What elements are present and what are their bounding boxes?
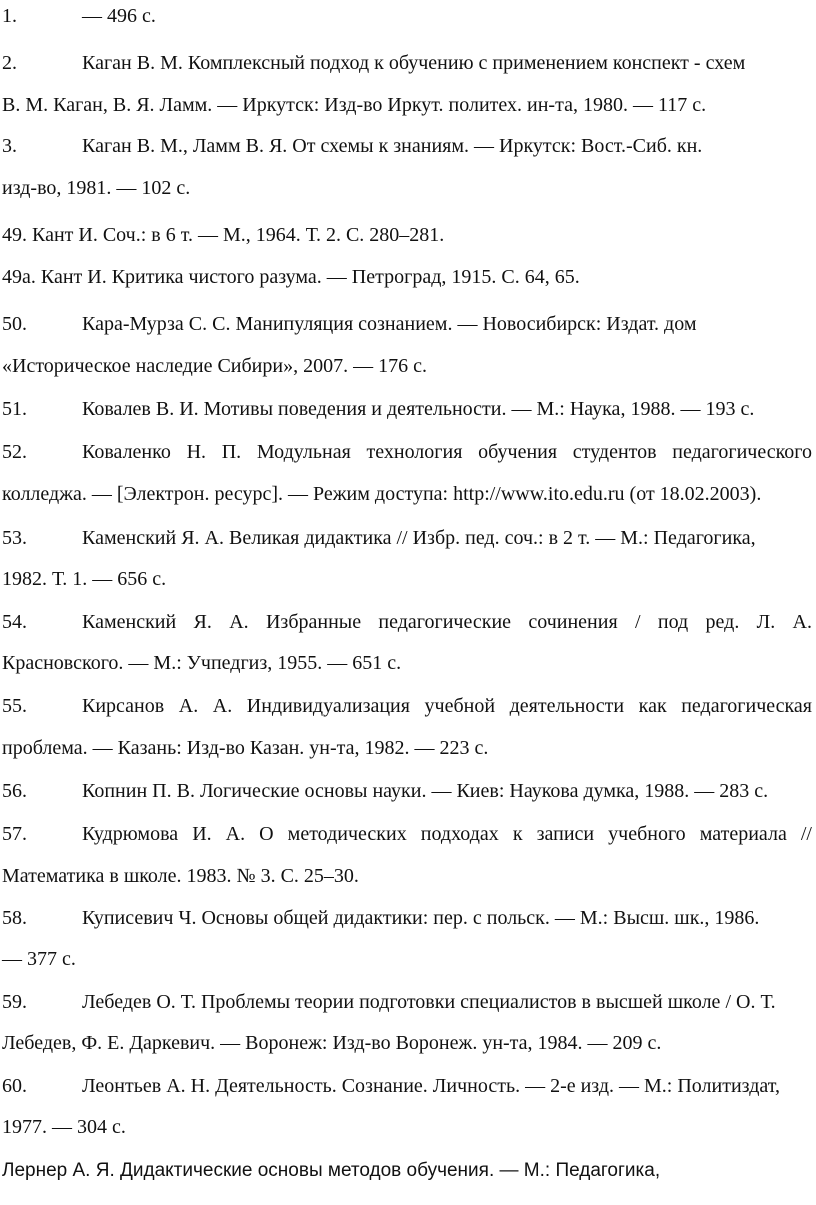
reference-line — [2, 176, 190, 200]
reference-line — [2, 906, 812, 930]
reference-line — [2, 312, 697, 336]
reference-line — [2, 440, 812, 464]
reference-text: Леонтьев А. Н. Деятельность. Сознание. Личность. — 2-е изд. — М.: Политиздат, — [82, 1075, 780, 1097]
reference-number: 2. — [2, 52, 17, 74]
reference-text: Каменский Я. А. Избранные педагогические сочинения / под ред. Л. А. — [82, 611, 812, 633]
reference-text: Красновского. — М.: Учпедгиз, 1955. — 651 с. — [2, 652, 402, 674]
reference-text: Лебедев, Ф. Е. Даркевич. — Воронеж: Изд-во Воронеж. ун-та, 1984. — 209 с. — [2, 1032, 662, 1054]
reference-line — [2, 93, 812, 117]
reference-text: 1977. — 304 с. — [2, 1116, 126, 1138]
reference-number: 54. — [2, 611, 27, 633]
reference-text: 49. Кант И. Соч.: в 6 т. — М., 1964. Т. 2. С. 280–281. — [2, 224, 445, 246]
reference-text: Ковалев В. И. Мотивы поведения и деятельности. — М.: Наука, 1988. — 193 с. — [82, 398, 755, 420]
reference-number: 58. — [2, 907, 27, 929]
reference-line — [2, 4, 156, 28]
reference-line — [2, 822, 812, 846]
reference-text: проблема. — Казань: Изд-во Казан. ун-та, 1982. — 223 с. — [2, 737, 489, 759]
reference-text: Лернер А. Я. Дидактические основы методов обучения. — М.: Педагогика, — [2, 1160, 661, 1181]
reference-number: 50. — [2, 313, 27, 335]
reference-text: Копнин П. В. Логические основы науки. — Киев: Наукова думка, 1988. — 283 с. — [82, 780, 769, 802]
reference-number: 51. — [2, 398, 27, 420]
reference-text: 49а. Кант И. Критика чистого разума. — Петроград, 1915. С. 64, 65. — [2, 266, 580, 288]
reference-number: 3. — [2, 135, 17, 157]
reference-line — [2, 694, 812, 718]
reference-text: — 496 с. — [82, 5, 156, 27]
reference-line — [2, 223, 444, 247]
reference-number: 52. — [2, 441, 27, 463]
reference-text: Математика в школе. 1983. № 3. С. 25–30. — [2, 865, 359, 887]
reference-line — [2, 1074, 812, 1098]
reference-line — [2, 651, 401, 675]
reference-line — [2, 265, 580, 289]
reference-line — [2, 1031, 812, 1055]
reference-text: Кудрюмова И. А. О методических подходах к записи учебного материала // — [82, 823, 812, 845]
reference-number: 59. — [2, 991, 27, 1013]
reference-line — [2, 779, 812, 803]
reference-text: Каган В. М., Ламм В. Я. От схемы к знаниям. — Иркутск: Вост.-Сиб. кн. — [82, 135, 703, 157]
reference-text: 1982. Т. 1. — 656 с. — [2, 568, 167, 590]
reference-line — [2, 397, 812, 421]
reference-line — [2, 990, 812, 1014]
reference-line — [2, 354, 427, 378]
reference-number: 56. — [2, 780, 27, 802]
reference-text: Коваленко Н. П. Модульная технология обучения студентов педагогического — [82, 441, 812, 463]
reference-line — [2, 567, 166, 591]
reference-line — [2, 610, 812, 634]
reference-number: 53. — [2, 527, 27, 549]
reference-text: Куписевич Ч. Основы общей дидактики: пер. с польск. — М.: Высш. шк., 1986. — [82, 907, 760, 929]
reference-line — [2, 482, 812, 506]
reference-line — [2, 947, 76, 971]
reference-line — [2, 526, 812, 550]
reference-text: колледжа. — [Электрон. ресурс]. — Режим доступа: http://www.ito.edu.ru (от 18.02.2003). — [2, 483, 762, 505]
reference-text: Каган В. М. Комплексный подход к обучению с применением конспект - схем — [82, 52, 746, 74]
reference-text: В. М. Каган, В. Я. Ламм. — Иркутск: Изд-во Иркут. политех. ин-та, 1980. — 117 с. — [2, 94, 707, 116]
reference-line — [2, 134, 702, 158]
reference-text: Лебедев О. Т. Проблемы теории подготовки специалистов в высшей школе / О. Т. — [82, 991, 776, 1013]
reference-text: Каменский Я. А. Великая дидактика // Избр. пед. соч.: в 2 т. — М.: Педагогика, — [82, 527, 756, 549]
reference-number: 60. — [2, 1075, 27, 1097]
reference-text: изд-во, 1981. — 102 с. — [2, 177, 191, 199]
reference-text: — 377 с. — [2, 948, 76, 970]
reference-line — [2, 51, 812, 75]
reference-text: «Историческое наследие Сибири», 2007. — 176 с. — [2, 355, 427, 377]
reference-number: 57. — [2, 823, 27, 845]
reference-text: Кирсанов А. А. Индивидуализация учебной деятельности как педагогическая — [82, 695, 812, 717]
reference-line — [2, 736, 488, 760]
reference-text: Кара-Мурза С. С. Манипуляция сознанием. — Новосибирск: Издат. дом — [82, 313, 697, 335]
reference-line — [2, 1115, 126, 1139]
reference-line — [2, 1159, 660, 1183]
reference-number: 1. — [2, 5, 17, 27]
reference-number: 55. — [2, 695, 27, 717]
reference-line — [2, 864, 359, 888]
